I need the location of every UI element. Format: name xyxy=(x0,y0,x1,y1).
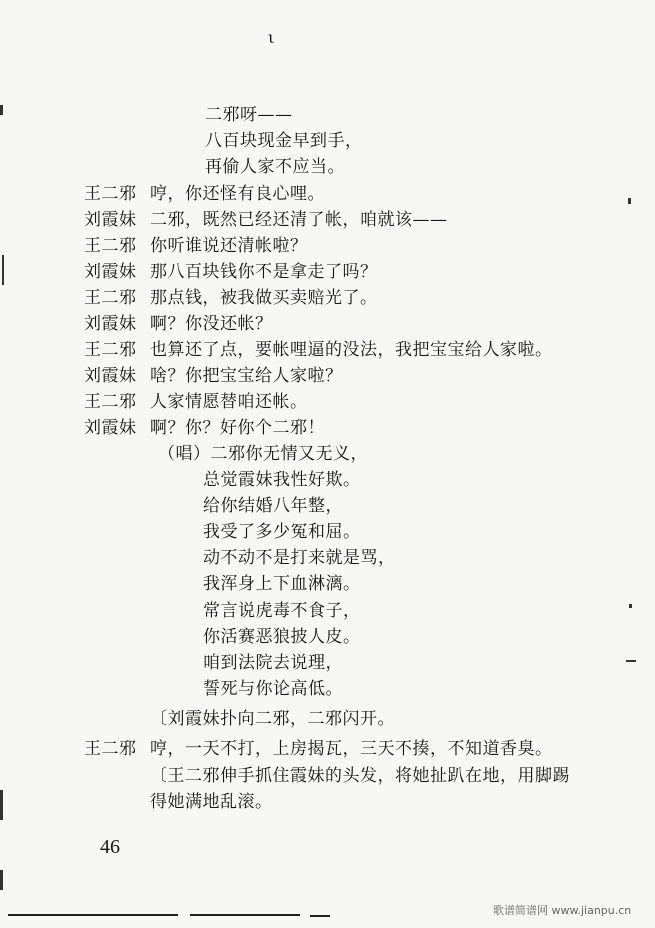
speaker-label: 刘霞妹 xyxy=(84,418,137,438)
dialogue-line: 啥？你把宝宝给人家啦？ xyxy=(150,366,343,386)
dialogue-line: 再偷人家不应当。 xyxy=(205,157,345,177)
dialogue-line: 也算还了点，要帐哩逼的没法，我把宝宝给人家啦。 xyxy=(150,340,553,360)
stage-direction: 〔王二邪伸手抓住霞妹的头发，将她扯趴在地，用脚踢 xyxy=(150,766,570,786)
song-line: 总觉霞妹我性好欺。 xyxy=(203,470,361,490)
speaker-label: 王二邪 xyxy=(84,340,137,360)
bottom-rule xyxy=(310,915,330,917)
scan-mark xyxy=(626,660,636,662)
stage-direction: 〔刘霞妹扑向二邪，二邪闪开。 xyxy=(150,709,395,729)
dialogue-line: 那八百块钱你不是拿走了吗？ xyxy=(150,262,378,282)
scan-mark xyxy=(2,255,4,285)
song-line: 常言说虎毒不食子， xyxy=(203,601,361,621)
dialogue-line: 哼，一天不打，上房揭瓦，三天不揍，不知道香臭。 xyxy=(150,739,553,759)
speaker-label: 王二邪 xyxy=(84,392,137,412)
dialogue-line: 人家情愿替咱还帐。 xyxy=(150,392,308,412)
speaker-label: 王二邪 xyxy=(84,236,137,256)
scan-mark xyxy=(628,198,631,204)
song-line: 我浑身上下血淋漓。 xyxy=(203,574,361,594)
dialogue-line: 八百块现金早到手， xyxy=(205,131,363,151)
scan-mark xyxy=(629,604,632,608)
speaker-label: 王二邪 xyxy=(84,739,137,759)
song-line: 给你结婚八年整， xyxy=(203,496,343,516)
song-line: 你活赛恶狼披人皮。 xyxy=(203,627,361,647)
speaker-label: 王二邪 xyxy=(84,184,137,204)
song-line: 动不动不是打来就是骂， xyxy=(203,548,396,568)
watermark: 歌谱简谱网 www.jianpu.cn xyxy=(493,904,632,917)
bottom-rule xyxy=(8,914,178,916)
bottom-rule xyxy=(190,914,300,916)
dialogue-line: 啊？你？好你个二邪！ xyxy=(150,418,325,438)
speaker-label: 王二邪 xyxy=(84,288,137,308)
dialogue-line: 啊？你没还帐？ xyxy=(150,314,273,334)
dialogue-line: 你听谁说还清帐啦？ xyxy=(150,236,308,256)
scan-mark xyxy=(0,790,3,820)
scan-mark xyxy=(0,870,3,890)
song-line: （唱）二邪你无情又无义， xyxy=(158,444,368,464)
dialogue-line: 二邪，既然已经还清了帐，咱就该—— xyxy=(150,210,448,230)
song-line: 咱到法院去说理， xyxy=(203,653,343,673)
speaker-label: 刘霞妹 xyxy=(84,262,137,282)
dialogue-line: 二邪呀—— xyxy=(205,105,293,125)
header-mark: ι xyxy=(268,28,275,47)
speaker-label: 刘霞妹 xyxy=(84,210,137,230)
speaker-label: 刘霞妹 xyxy=(84,314,137,334)
page-number: 46 xyxy=(100,836,120,858)
song-line: 誓死与你论高低。 xyxy=(203,679,343,699)
dialogue-line: 哼，你还怪有良心哩。 xyxy=(150,184,325,204)
scan-mark xyxy=(0,105,3,115)
stage-direction: 得她满地乱滚。 xyxy=(150,792,273,812)
song-line: 我受了多少冤和屈。 xyxy=(203,522,361,542)
dialogue-line: 那点钱，被我做买卖赔光了。 xyxy=(150,288,378,308)
speaker-label: 刘霞妹 xyxy=(84,366,137,386)
